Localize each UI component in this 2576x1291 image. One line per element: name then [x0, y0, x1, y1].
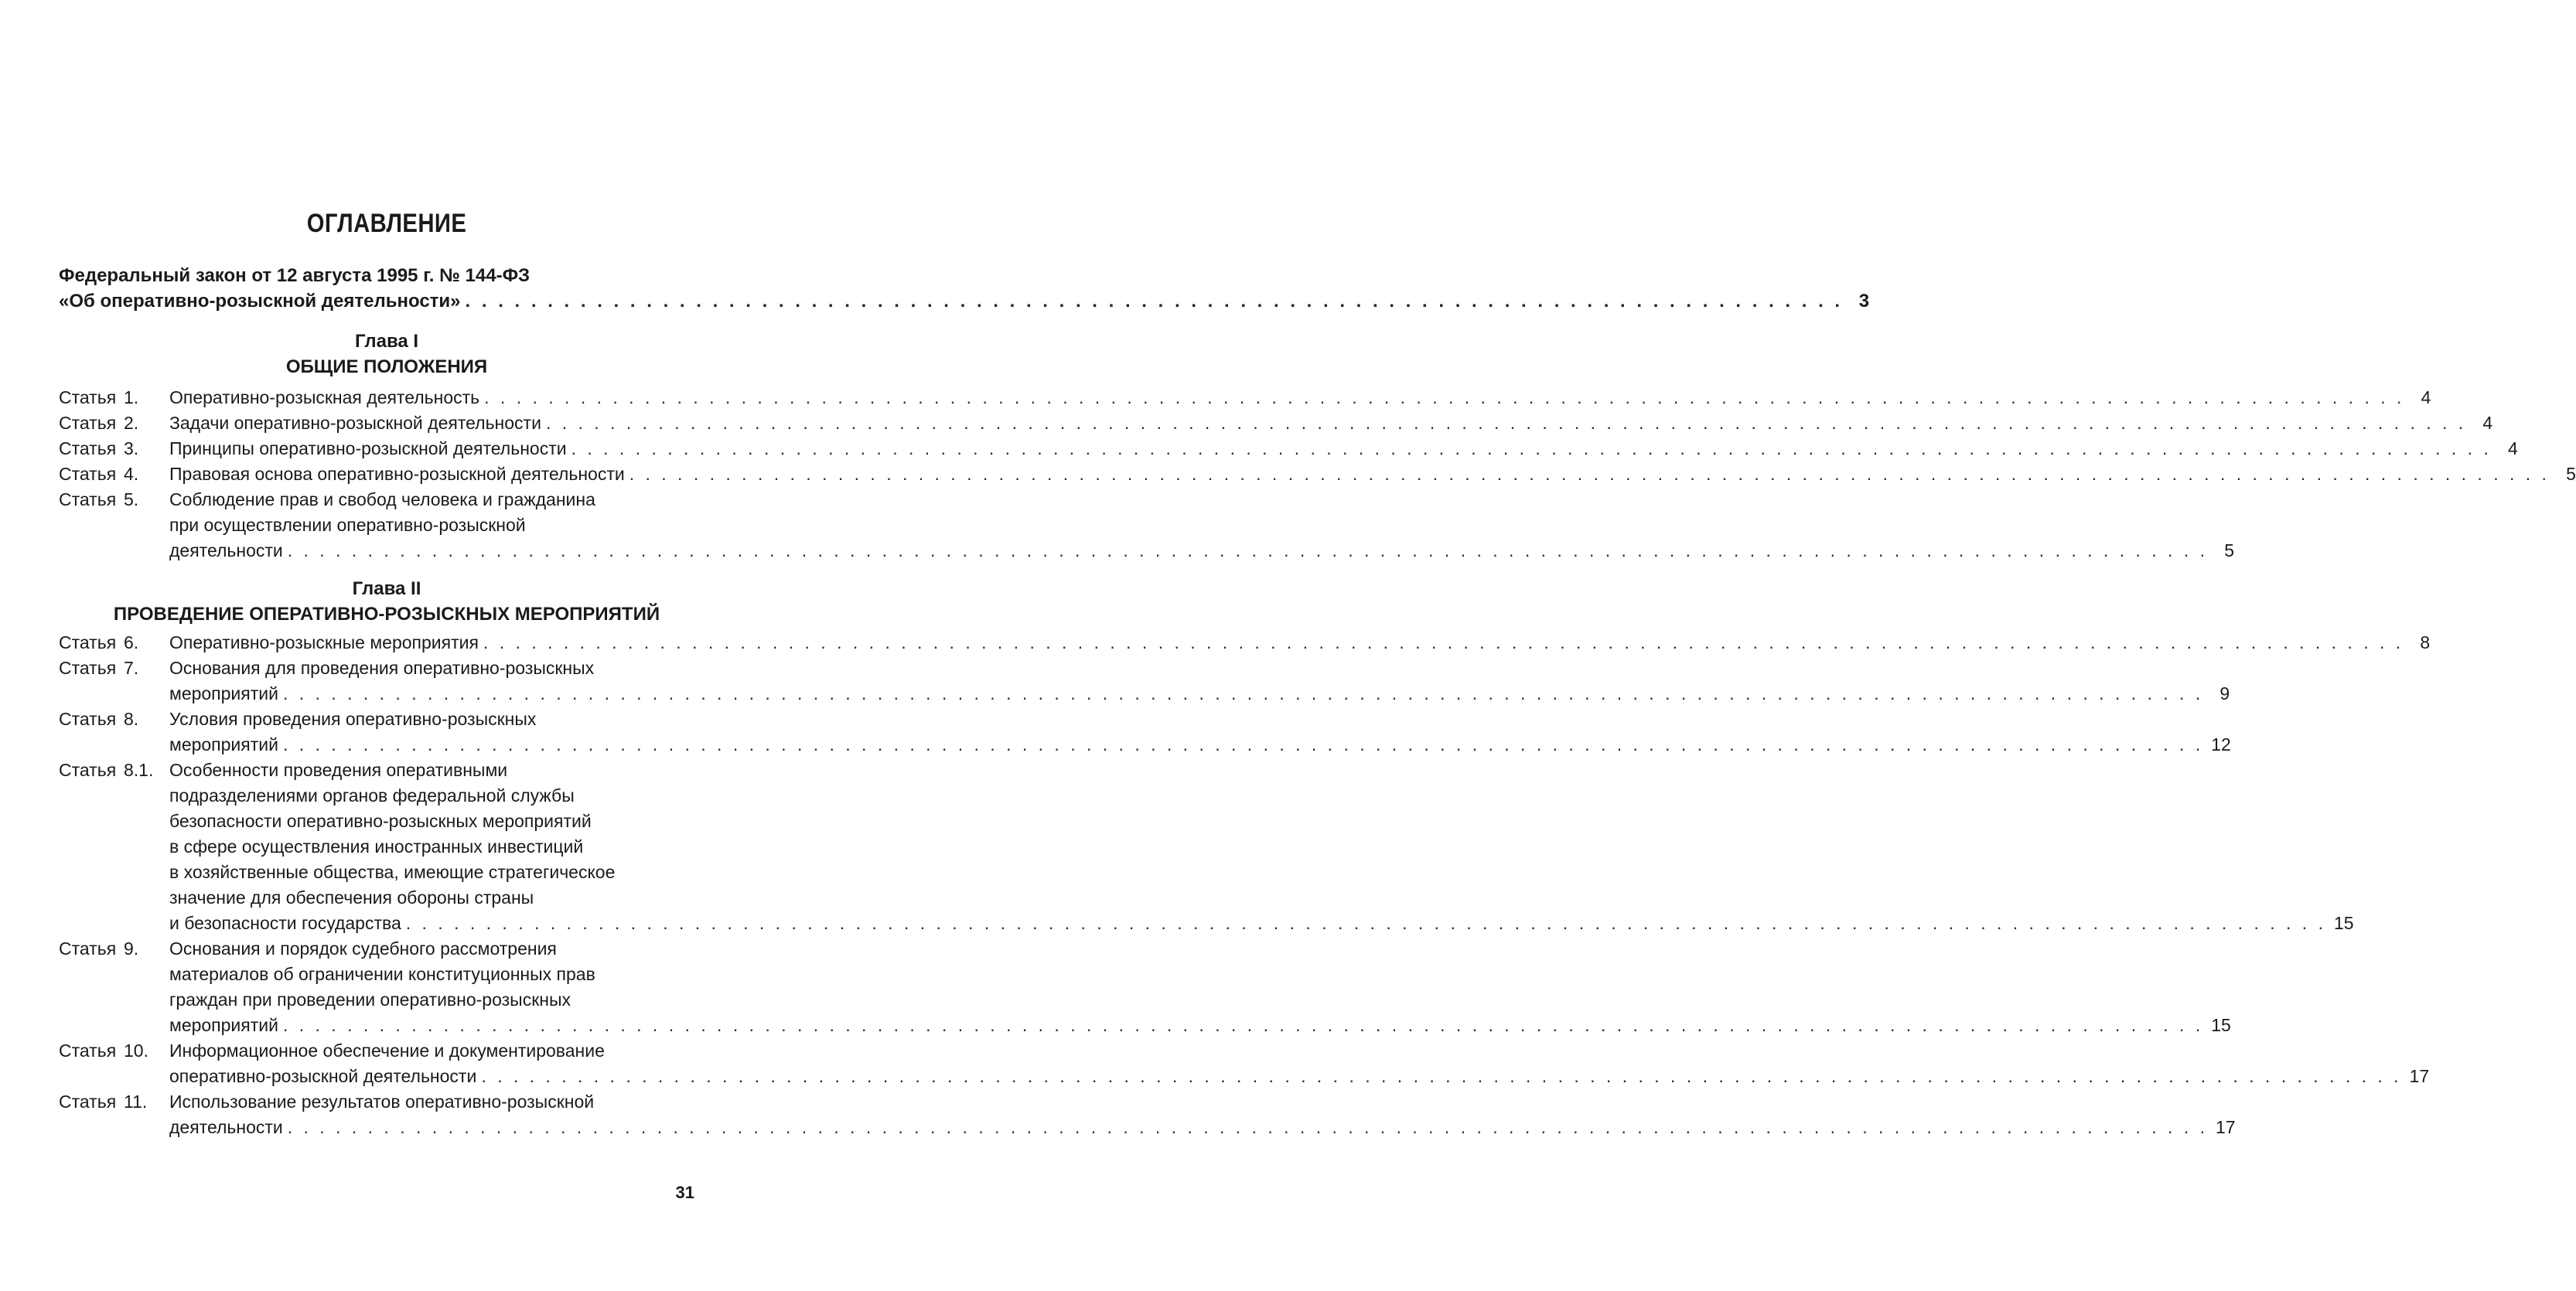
article-title-line: мероприятий	[169, 683, 278, 703]
article-title-line: деятельности	[169, 540, 283, 560]
article-number: 6.	[124, 632, 139, 652]
article-page: 4	[2421, 387, 2431, 407]
article-title-line: в хозяйственные общества, имеющие стратегическое	[169, 862, 616, 882]
article-title-line: при осуществлении оперативно-розыскной	[169, 515, 526, 535]
article-title-line: граждан при проведении оперативно-розыскных	[169, 990, 571, 1010]
chapter-label: Глава II	[352, 578, 421, 599]
toc-entry	[59, 436, 2518, 462]
article-number: 10.	[124, 1041, 148, 1061]
article-title-line: Особенности проведения оперативными	[169, 760, 508, 780]
article-page: 5	[2566, 464, 2576, 484]
article-title-line: оперативно-розыскной деятельности	[169, 1066, 477, 1086]
article-word: Статья	[59, 760, 117, 780]
article-title-line: подразделениями органов федеральной службы	[169, 785, 575, 806]
dot-leader: . . . . . . . . . . . . . . . . . . . . . . . . . . . . . . . . . . . . . . . . . . . . . . . . . . . . . . . . . . . . . . . . . . . . . . . . . . . . . . . . . . . . . . . . . . . . . . . . . . . . . . . . . . . . . . . . . . . . . . . .	[481, 1066, 2402, 1086]
article-page: 17	[2216, 1117, 2236, 1137]
article-label	[59, 410, 159, 436]
article-page: 5	[2224, 540, 2234, 560]
article-number: 4.	[124, 464, 139, 484]
article-label	[59, 758, 159, 783]
article-label	[59, 436, 159, 462]
article-page: 9	[2219, 683, 2230, 703]
article-number: 11.	[124, 1092, 148, 1112]
article-label	[59, 936, 159, 962]
law-name: «Об оперативно-розыскной деятельности»	[59, 291, 461, 312]
toc-entry	[59, 630, 2431, 656]
law-title-line: Федеральный закон от 12 августа 1995 г. № 144-ФЗ	[59, 265, 531, 286]
toc-entry	[59, 656, 2230, 707]
article-number: 2.	[124, 413, 139, 433]
article-title-line: Основания для проведения оперативно-розыскных	[169, 658, 595, 678]
chapter-label: Глава I	[354, 331, 419, 352]
article-title-line: Оперативно-розыскная деятельность	[169, 387, 480, 407]
article-title-line: Принципы оперативно-розыскной деятельности	[169, 438, 567, 458]
toc-entry	[59, 1089, 2236, 1140]
article-page: 4	[2508, 438, 2518, 458]
article-label	[59, 462, 159, 487]
chapter-1-heading	[0, 329, 773, 380]
toc-entry	[59, 936, 2231, 1038]
chapter-1-articles	[59, 385, 2576, 564]
article-word: Статья	[59, 709, 117, 729]
toc-entry	[59, 1038, 2430, 1089]
article-title-line: Основания и порядок судебного рассмотрения	[169, 938, 557, 959]
article-page: 15	[2211, 1015, 2231, 1035]
dot-leader: . . . . . . . . . . . . . . . . . . . . . . . . . . . . . . . . . . . . . . . . . . . . . . . . . . . . . . . . . . . . . . . . . . . . . . . . . . . . . . . . . . . . . . . . . . . . . . . . . . . . . . . . . . . . . . . . . . . . . . . .	[405, 913, 2326, 933]
article-word: Статья	[59, 464, 117, 484]
article-label	[59, 1089, 159, 1115]
dot-leader: . . . . . . . . . . . . . . . . . . . . . . . . . . . . . . . . . . . . . . . . . . . . . . . . . . . . . . . . . . . . . . . . . . . . . . . . . . . . . . . . . . . .	[465, 291, 1844, 312]
article-number: 7.	[124, 658, 139, 678]
article-page: 15	[2333, 913, 2354, 933]
dot-leader: . . . . . . . . . . . . . . . . . . . . . . . . . . . . . . . . . . . . . . . . . . . . . . . . . . . . . . . . . . . . . . . . . . . . . . . . . . . . . . . . . . . . . . . . . . . . . . . . . . . . . . . . . . . . . . . . . . . . . . . .	[571, 438, 2492, 458]
page-number: 31	[675, 1183, 694, 1202]
article-title-line: Правовая основа оперативно-розыскной деятельности	[169, 464, 625, 484]
dot-leader: . . . . . . . . . . . . . . . . . . . . . . . . . . . . . . . . . . . . . . . . . . . . . . . . . . . . . . . . . . . . . . . . . . . . . . . . . . . . . . . . . . . . . . . . . . . . . . . . . . . . . . . . . . . . . . . . . . . . . . . .	[282, 1015, 2204, 1035]
article-title-line: Задачи оперативно-розыскной деятельности	[169, 413, 541, 433]
toc-entry	[59, 462, 2576, 487]
dot-leader: . . . . . . . . . . . . . . . . . . . . . . . . . . . . . . . . . . . . . . . . . . . . . . . . . . . . . . . . . . . . . . . . . . . . . . . . . . . . . . . . . . . . . . . . . . . . . . . . . . . . . . . . . . . . . . . . . . . . . . . .	[287, 1117, 2208, 1137]
article-page: 12	[2211, 734, 2231, 755]
article-number: 1.	[124, 387, 139, 407]
dot-leader: . . . . . . . . . . . . . . . . . . . . . . . . . . . . . . . . . . . . . . . . . . . . . . . . . . . . . . . . . . . . . . . . . . . . . . . . . . . . . . . . . . . . . . . . . . . . . . . . . . . . . . . . . . . . . . . . . . . . . . . .	[287, 540, 2208, 560]
law-entry	[59, 263, 1870, 314]
toc-entry	[59, 758, 2354, 936]
dot-leader: . . . . . . . . . . . . . . . . . . . . . . . . . . . . . . . . . . . . . . . . . . . . . . . . . . . . . . . . . . . . . . . . . . . . . . . . . . . . . . . . . . . . . . . . . . . . . . . . . . . . . . . . . . . . . . . . . . . . . . . .	[282, 734, 2204, 755]
chapter-2-articles	[59, 630, 2431, 1140]
article-label	[59, 385, 159, 410]
toc-entry	[59, 707, 2231, 758]
article-word: Статья	[59, 438, 117, 458]
dot-leader: . . . . . . . . . . . . . . . . . . . . . . . . . . . . . . . . . . . . . . . . . . . . . . . . . . . . . . . . . . . . . . . . . . . . . . . . . . . . . . . . . . . . . . . . . . . . . . . . . . . . . . . . . . . . . . . . . . . . . . . .	[484, 387, 2405, 407]
article-title-line: мероприятий	[169, 1015, 278, 1035]
chapter-subtitle: ОБЩИЕ ПОЛОЖЕНИЯ	[285, 356, 488, 377]
article-label	[59, 630, 159, 656]
article-title-line: мероприятий	[169, 734, 278, 755]
article-page: 8	[2420, 632, 2431, 652]
article-page: 4	[2482, 413, 2493, 433]
article-number: 8.1.	[124, 760, 154, 780]
law-page: 3	[1858, 291, 1870, 312]
article-word: Статья	[59, 938, 117, 959]
article-title-line: в сфере осуществления иностранных инвестиций	[169, 836, 584, 857]
toc-entry	[59, 410, 2493, 436]
article-title-line: Условия проведения оперативно-розыскных	[169, 709, 537, 729]
article-title-line: безопасности оперативно-розыскных мероприятий	[169, 811, 592, 831]
article-page: 17	[2409, 1066, 2430, 1086]
dot-leader: . . . . . . . . . . . . . . . . . . . . . . . . . . . . . . . . . . . . . . . . . . . . . . . . . . . . . . . . . . . . . . . . . . . . . . . . . . . . . . . . . . . . . . . . . . . . . . . . . . . . . . . . . . . . . . . . . . . . . . . .	[545, 413, 2467, 433]
article-word: Статья	[59, 387, 117, 407]
dot-leader: . . . . . . . . . . . . . . . . . . . . . . . . . . . . . . . . . . . . . . . . . . . . . . . . . . . . . . . . . . . . . . . . . . . . . . . . . . . . . . . . . . . . . . . . . . . . . . . . . . . . . . . . . . . . . . . . . . . . . . . .	[629, 464, 2550, 484]
article-number: 8.	[124, 709, 139, 729]
article-title-line: Соблюдение прав и свобод человека и гражданина	[169, 489, 595, 509]
article-number: 3.	[124, 438, 139, 458]
dot-leader: . . . . . . . . . . . . . . . . . . . . . . . . . . . . . . . . . . . . . . . . . . . . . . . . . . . . . . . . . . . . . . . . . . . . . . . . . . . . . . . . . . . . . . . . . . . . . . . . . . . . . . . . . . . . . . . . . . . . . . . .	[483, 632, 2404, 652]
article-title-line: и безопасности государства	[169, 913, 401, 933]
page-title: ОГЛАВЛЕНИЕ	[306, 209, 467, 238]
article-word: Статья	[59, 658, 117, 678]
article-title-line: значение для обеспечения обороны страны	[169, 887, 534, 908]
article-label	[59, 1038, 159, 1064]
article-label	[59, 707, 159, 732]
article-number: 5.	[124, 489, 139, 509]
article-number: 9.	[124, 938, 139, 959]
article-word: Статья	[59, 1041, 117, 1061]
article-title-line: деятельности	[169, 1117, 283, 1137]
toc-entry	[59, 487, 2234, 564]
article-label	[59, 656, 159, 681]
article-label	[59, 487, 159, 513]
dot-leader: . . . . . . . . . . . . . . . . . . . . . . . . . . . . . . . . . . . . . . . . . . . . . . . . . . . . . . . . . . . . . . . . . . . . . . . . . . . . . . . . . . . . . . . . . . . . . . . . . . . . . . . . . . . . . . . . . . . . . . . .	[282, 683, 2204, 703]
article-word: Статья	[59, 413, 117, 433]
article-title-line: Использование результатов оперативно-розыскной	[169, 1092, 595, 1112]
chapter-subtitle: ПРОВЕДЕНИЕ ОПЕРАТИВНО-РОЗЫСКНЫХ МЕРОПРИЯТИЙ	[113, 604, 660, 625]
article-word: Статья	[59, 1092, 117, 1112]
toc-entry	[59, 385, 2431, 410]
article-title-line: материалов об ограничении конституционных прав	[169, 964, 595, 984]
article-title-line: Информационное обеспечение и документирование	[169, 1041, 605, 1061]
article-word: Статья	[59, 632, 117, 652]
article-title-line: Оперативно-розыскные мероприятия	[169, 632, 479, 652]
article-word: Статья	[59, 489, 117, 509]
chapter-2-heading	[0, 576, 773, 627]
